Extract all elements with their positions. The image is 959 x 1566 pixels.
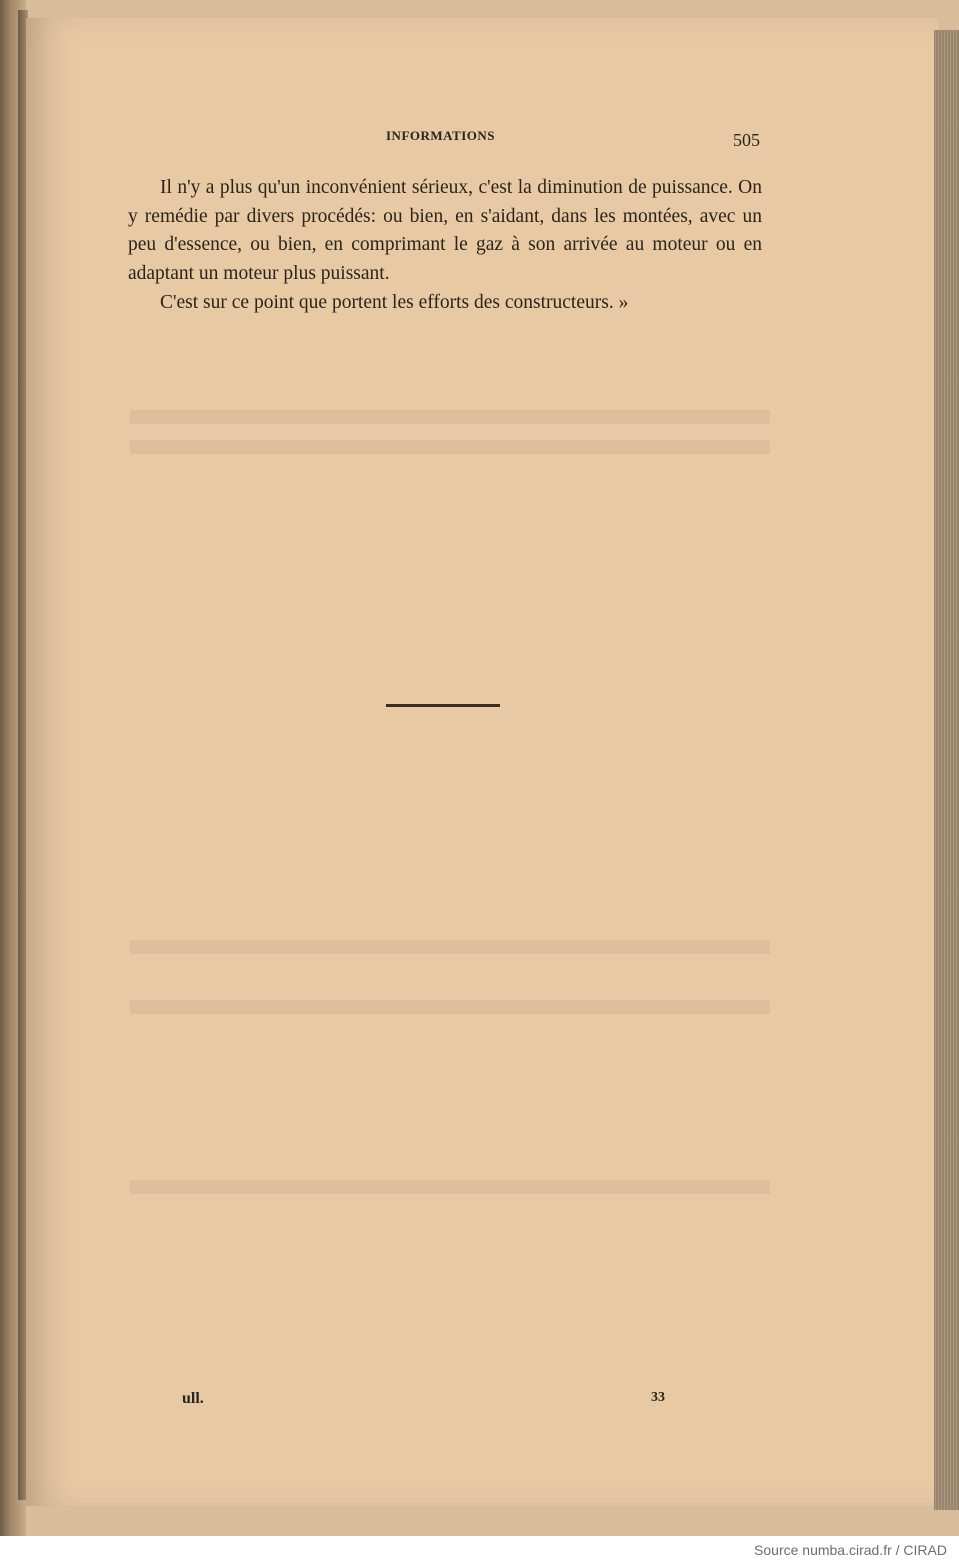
page-number: 505 [733, 130, 760, 150]
page-stack-edge [934, 30, 959, 1510]
paragraph: Il n'y a plus qu'un inconvénient sérieux, c'est la diminution de puissance. On y remédie par divers procédés: ou bien, en s'aidant, dans les montées, avec un peu d'essence, ou bien, en comprimant le gaz à son arrivée au moteur ou en adaptant un moteur plus puissant. [128, 177, 762, 284]
footer-sheet-number: 33 [651, 1390, 665, 1405]
section-rule [386, 704, 500, 707]
show-through-line [130, 1180, 770, 1194]
show-through-line [130, 940, 770, 954]
show-through-line [130, 440, 770, 454]
show-through-line [130, 410, 770, 424]
source-credit: Source numba.cirad.fr / CIRAD [754, 1542, 947, 1558]
paragraph: C'est sur ce point que portent les efforts des constructeurs. » [160, 292, 629, 313]
footer-signature-mark: ull. [182, 1390, 204, 1407]
running-head: INFORMATIONS [386, 128, 496, 143]
show-through-line [130, 1000, 770, 1014]
body-text [128, 174, 762, 318]
